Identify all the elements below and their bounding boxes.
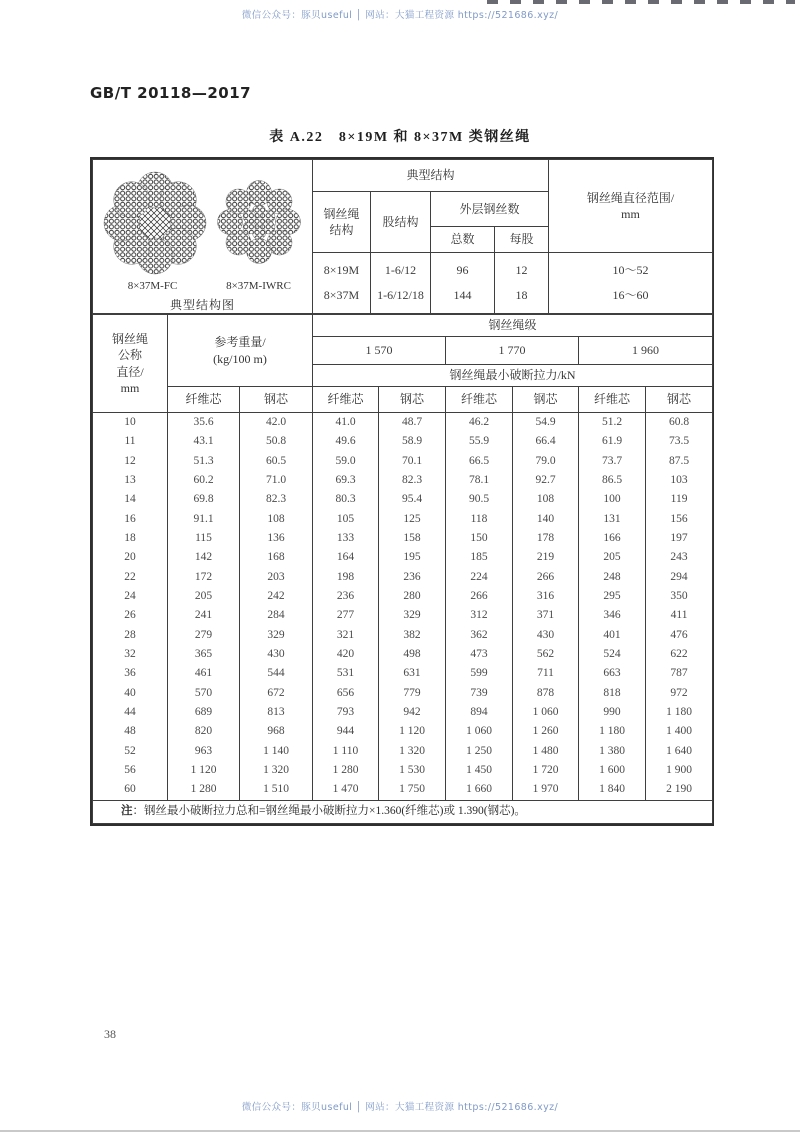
- watermark-top: 微信公众号：豚贝useful │ 网站：大猫工程资源 https://521686.xyz/: [241, 10, 559, 21]
- table-cell: 12: [93, 452, 168, 471]
- table-row: [93, 490, 713, 509]
- table-cell: 346: [579, 606, 646, 625]
- table-cell: 172: [168, 568, 240, 587]
- table-cell: 92.7: [513, 471, 579, 490]
- core-header-fiber: 纤维芯: [313, 387, 379, 413]
- table-cell: 1 260: [513, 723, 579, 742]
- table-cell: 813: [240, 703, 313, 722]
- table-cell: 66.4: [513, 432, 579, 451]
- table-cell: 118: [446, 510, 513, 529]
- table-cell: 35.6: [168, 413, 240, 433]
- table-cell: 1 060: [446, 723, 513, 742]
- table-cell: 78.1: [446, 471, 513, 490]
- table-row: [93, 626, 713, 645]
- table-cell: 28: [93, 626, 168, 645]
- table-cell: 430: [240, 645, 313, 664]
- table-cell: 631: [379, 665, 446, 684]
- table-cell: 248: [579, 568, 646, 587]
- table-cell: 131: [579, 510, 646, 529]
- table-cell: 13: [93, 471, 168, 490]
- table-row: [93, 587, 713, 606]
- table-cell: 1 320: [240, 761, 313, 780]
- table-cell: 69.8: [168, 490, 240, 509]
- table-cell: 26: [93, 606, 168, 625]
- table-cell: 279: [168, 626, 240, 645]
- table-cell: 150: [446, 529, 513, 548]
- table-cell: 46.2: [446, 413, 513, 433]
- table-row: [93, 723, 713, 742]
- table-cell: 498: [379, 645, 446, 664]
- table-cell: 294: [646, 568, 713, 587]
- table-cell: 60.2: [168, 471, 240, 490]
- table-cell: 1 450: [446, 761, 513, 780]
- core-header-steel: 钢芯: [240, 387, 313, 413]
- table-cell: 100: [579, 490, 646, 509]
- table-cell: 894: [446, 703, 513, 722]
- table-cell: 656: [313, 684, 379, 703]
- table-row: [93, 568, 713, 587]
- table-cell: 1 400: [646, 723, 713, 742]
- table-title: 表 A.22 8×19M 和 8×37M 类钢丝绳: [269, 130, 531, 145]
- per-strand-values: 12 18: [495, 253, 549, 314]
- table-cell: 119: [646, 490, 713, 509]
- table-cell: 972: [646, 684, 713, 703]
- table-cell: 54.9: [513, 413, 579, 433]
- table-cell: 51.2: [579, 413, 646, 433]
- table-cell: 236: [313, 587, 379, 606]
- table-cell: 66.5: [446, 452, 513, 471]
- table-cell: 156: [646, 510, 713, 529]
- table-cell: 820: [168, 723, 240, 742]
- core-header-steel: 钢芯: [513, 387, 579, 413]
- table-cell: 779: [379, 684, 446, 703]
- table-cell: 878: [513, 684, 579, 703]
- table-cell: 1 480: [513, 742, 579, 761]
- table-cell: 266: [513, 568, 579, 587]
- table-row: [93, 761, 713, 780]
- core-header-steel: 钢芯: [379, 387, 446, 413]
- table-cell: 1 900: [646, 761, 713, 780]
- table-cell: 133: [313, 529, 379, 548]
- total-values: 96 144: [431, 253, 495, 314]
- table-cell: 164: [313, 548, 379, 567]
- table-cell: 362: [446, 626, 513, 645]
- table-cell: 968: [240, 723, 313, 742]
- table-cell: 1 180: [579, 723, 646, 742]
- table-cell: 32: [93, 645, 168, 664]
- table-cell: 69.3: [313, 471, 379, 490]
- table-cell: 242: [240, 587, 313, 606]
- table-cell: 1 380: [579, 742, 646, 761]
- table-cell: 1 660: [446, 781, 513, 801]
- table-cell: 60.8: [646, 413, 713, 433]
- table-cell: 787: [646, 665, 713, 684]
- table-cell: 1 280: [168, 781, 240, 801]
- table-cell: 82.3: [379, 471, 446, 490]
- table-cell: 329: [379, 606, 446, 625]
- table-cell: 1 470: [313, 781, 379, 801]
- core-header-fiber: 纤维芯: [446, 387, 513, 413]
- table-row: [93, 432, 713, 451]
- table-cell: 10: [93, 413, 168, 433]
- table-row: [93, 548, 713, 567]
- table-cell: 80.3: [313, 490, 379, 509]
- diagram-caption: 典型结构图: [169, 297, 235, 312]
- watermark-bottom: 微信公众号：豚贝useful │ 网站：大猫工程资源 https://521686.xyz/: [241, 1102, 559, 1113]
- table-cell: 476: [646, 626, 713, 645]
- rope-structure-line2: 结构: [329, 223, 354, 238]
- table-cell: 365: [168, 645, 240, 664]
- table-cell: 793: [313, 703, 379, 722]
- table-cell: 60: [93, 781, 168, 801]
- core-header-fiber: 纤维芯: [579, 387, 646, 413]
- table-cell: 411: [646, 606, 713, 625]
- table-cell: 142: [168, 548, 240, 567]
- table-cell: 198: [313, 568, 379, 587]
- table-cell: 43.1: [168, 432, 240, 451]
- table-cell: 103: [646, 471, 713, 490]
- table-cell: 79.0: [513, 452, 579, 471]
- table-cell: 197: [646, 529, 713, 548]
- strand-structure-header: 股结构: [371, 192, 431, 253]
- table-cell: 599: [446, 665, 513, 684]
- typical-structure-header: 典型结构: [313, 160, 549, 192]
- table-row: [93, 665, 713, 684]
- rope-structure-line1: 钢丝绳: [323, 206, 360, 221]
- table-cell: 1 120: [168, 761, 240, 780]
- table-cell: 51.3: [168, 452, 240, 471]
- table-cell: 42.0: [240, 413, 313, 433]
- table-cell: 219: [513, 548, 579, 567]
- table-cell: 1 840: [579, 781, 646, 801]
- page-number: 38: [104, 1027, 116, 1041]
- table-row: [93, 413, 713, 433]
- table-cell: 2 190: [646, 781, 713, 801]
- table-cell: 266: [446, 587, 513, 606]
- table-cell: 570: [168, 684, 240, 703]
- diagram-label-fc: 8×37M-FC: [127, 280, 178, 292]
- table-cell: 312: [446, 606, 513, 625]
- table-cell: 22: [93, 568, 168, 587]
- rope-cross-section-fc-diagram: [103, 168, 207, 278]
- table-cell: 316: [513, 587, 579, 606]
- table-cell: 524: [579, 645, 646, 664]
- table-cell: 86.5: [579, 471, 646, 490]
- table-cell: 48.7: [379, 413, 446, 433]
- table-row: [93, 510, 713, 529]
- table-cell: 562: [513, 645, 579, 664]
- table-cell: 168: [240, 548, 313, 567]
- table-cell: 14: [93, 490, 168, 509]
- rope-diagrams: [93, 168, 312, 278]
- table-cell: 16: [93, 510, 168, 529]
- table-cell: 11: [93, 432, 168, 451]
- table-cell: 205: [168, 587, 240, 606]
- table-cell: 82.3: [240, 490, 313, 509]
- table-row: [93, 703, 713, 722]
- table-cell: 24: [93, 587, 168, 606]
- table-cell: 1 250: [446, 742, 513, 761]
- table-cell: 1 320: [379, 742, 446, 761]
- table-cell: 55.9: [446, 432, 513, 451]
- table-cell: 73.5: [646, 432, 713, 451]
- table-cell: 1 640: [646, 742, 713, 761]
- table-cell: 140: [513, 510, 579, 529]
- table-cell: 1 110: [313, 742, 379, 761]
- table-cell: 1 750: [379, 781, 446, 801]
- table-cell: 40: [93, 684, 168, 703]
- table-cell: 1 600: [579, 761, 646, 780]
- table-cell: 115: [168, 529, 240, 548]
- table-a22: [90, 157, 714, 826]
- table-cell: 41.0: [313, 413, 379, 433]
- breaking-force-header: 钢丝绳最小破断拉力/kN: [313, 365, 713, 387]
- table-cell: 178: [513, 529, 579, 548]
- table-cell: 382: [379, 626, 446, 645]
- table-cell: 136: [240, 529, 313, 548]
- table-cell: 49.6: [313, 432, 379, 451]
- table-cell: 205: [579, 548, 646, 567]
- table-cell: 73.7: [579, 452, 646, 471]
- table-cell: 48: [93, 723, 168, 742]
- rope-structure-values: 8×19M 8×37M: [313, 253, 371, 314]
- table-cell: 166: [579, 529, 646, 548]
- table-cell: 125: [379, 510, 446, 529]
- rope-diagrams-cell: [93, 160, 313, 314]
- table-cell: 60.5: [240, 452, 313, 471]
- table-cell: 44: [93, 703, 168, 722]
- core-header-steel: 钢芯: [646, 387, 713, 413]
- table-cell: 401: [579, 626, 646, 645]
- diameter-range-line2: mm: [621, 207, 640, 222]
- table-cell: 241: [168, 606, 240, 625]
- table-cell: 473: [446, 645, 513, 664]
- strand-structure-values: 1-6/12 1-6/12/18: [371, 253, 431, 314]
- table-cell: 20: [93, 548, 168, 567]
- outer-wires-header: 外层钢丝数: [431, 192, 549, 227]
- table-cell: 711: [513, 665, 579, 684]
- table-cell: 185: [446, 548, 513, 567]
- table-cell: 1 280: [313, 761, 379, 780]
- table-cell: 91.1: [168, 510, 240, 529]
- table-cell: 195: [379, 548, 446, 567]
- grade-1570: 1 570: [313, 337, 446, 365]
- table-cell: 1 510: [240, 781, 313, 801]
- table-cell: 18: [93, 529, 168, 548]
- typical-structure-table: [92, 159, 713, 314]
- total-header: 总数: [431, 227, 495, 253]
- grade-header: 钢丝绳级: [313, 315, 713, 337]
- diameter-range-values: 10～52 16～60: [549, 253, 713, 314]
- rope-structure-header: [313, 192, 371, 253]
- grade-1770: 1 770: [446, 337, 579, 365]
- table-cell: 329: [240, 626, 313, 645]
- table-cell: 1 530: [379, 761, 446, 780]
- table-cell: 36: [93, 665, 168, 684]
- table-cell: 990: [579, 703, 646, 722]
- rope-cross-section-iwrc-diagram: [215, 168, 303, 278]
- table-cell: 50.8: [240, 432, 313, 451]
- table-cell: 59.0: [313, 452, 379, 471]
- table-row: [93, 452, 713, 471]
- table-cell: 295: [579, 587, 646, 606]
- table-note: 注：钢丝最小破断拉力总和=钢丝绳最小破断拉力×1.360(纤维芯)或 1.390(钢芯)。: [93, 800, 713, 823]
- table-cell: 52: [93, 742, 168, 761]
- table-cell: 90.5: [446, 490, 513, 509]
- table-cell: 818: [579, 684, 646, 703]
- table-cell: 689: [168, 703, 240, 722]
- table-cell: 224: [446, 568, 513, 587]
- table-cell: 280: [379, 587, 446, 606]
- rope-data-body: [93, 413, 713, 801]
- table-cell: 95.4: [379, 490, 446, 509]
- table-row: [93, 684, 713, 703]
- table-cell: 61.9: [579, 432, 646, 451]
- table-cell: 1 060: [513, 703, 579, 722]
- table-cell: 430: [513, 626, 579, 645]
- table-cell: 944: [313, 723, 379, 742]
- table-cell: 56: [93, 761, 168, 780]
- diagram-label-iwrc: 8×37M-IWRC: [226, 280, 291, 292]
- table-cell: 1 720: [513, 761, 579, 780]
- table-cell: 284: [240, 606, 313, 625]
- rope-data-table: [92, 314, 713, 824]
- table-cell: 277: [313, 606, 379, 625]
- table-cell: 350: [646, 587, 713, 606]
- table-cell: 236: [379, 568, 446, 587]
- table-cell: 672: [240, 684, 313, 703]
- table-cell: 321: [313, 626, 379, 645]
- diameter-range-line1: 钢丝绳直径范围/: [586, 190, 675, 205]
- table-cell: 420: [313, 645, 379, 664]
- table-cell: 1 970: [513, 781, 579, 801]
- table-row: [93, 606, 713, 625]
- page-top-crop-artifacts: [487, 0, 795, 4]
- table-cell: 531: [313, 665, 379, 684]
- table-cell: 108: [513, 490, 579, 509]
- table-cell: 663: [579, 665, 646, 684]
- table-cell: 739: [446, 684, 513, 703]
- table-cell: 1 180: [646, 703, 713, 722]
- table-cell: 1 120: [379, 723, 446, 742]
- core-header-fiber: 纤维芯: [168, 387, 240, 413]
- table-row: [93, 645, 713, 664]
- table-cell: 942: [379, 703, 446, 722]
- table-note-row: [93, 800, 713, 823]
- table-cell: 544: [240, 665, 313, 684]
- table-cell: 203: [240, 568, 313, 587]
- table-cell: 71.0: [240, 471, 313, 490]
- table-cell: 622: [646, 645, 713, 664]
- table-cell: 1 140: [240, 742, 313, 761]
- table-cell: 108: [240, 510, 313, 529]
- table-cell: 461: [168, 665, 240, 684]
- diameter-range-header: [549, 160, 713, 253]
- grade-1960: 1 960: [579, 337, 713, 365]
- table-cell: 371: [513, 606, 579, 625]
- table-cell: 963: [168, 742, 240, 761]
- ref-weight-header: 参考重量/ (kg/100 m): [168, 315, 313, 387]
- table-row: [93, 529, 713, 548]
- per-strand-header: 每股: [495, 227, 549, 253]
- table-cell: 58.9: [379, 432, 446, 451]
- standard-code: GB/T 20118—2017: [90, 84, 252, 102]
- diameter-column-header: 钢丝绳 公称 直径/ mm: [93, 315, 168, 413]
- table-row: [93, 471, 713, 490]
- table-cell: 70.1: [379, 452, 446, 471]
- table-cell: 158: [379, 529, 446, 548]
- table-cell: 87.5: [646, 452, 713, 471]
- table-row: [93, 742, 713, 761]
- table-row: [93, 781, 713, 801]
- table-cell: 105: [313, 510, 379, 529]
- table-cell: 243: [646, 548, 713, 567]
